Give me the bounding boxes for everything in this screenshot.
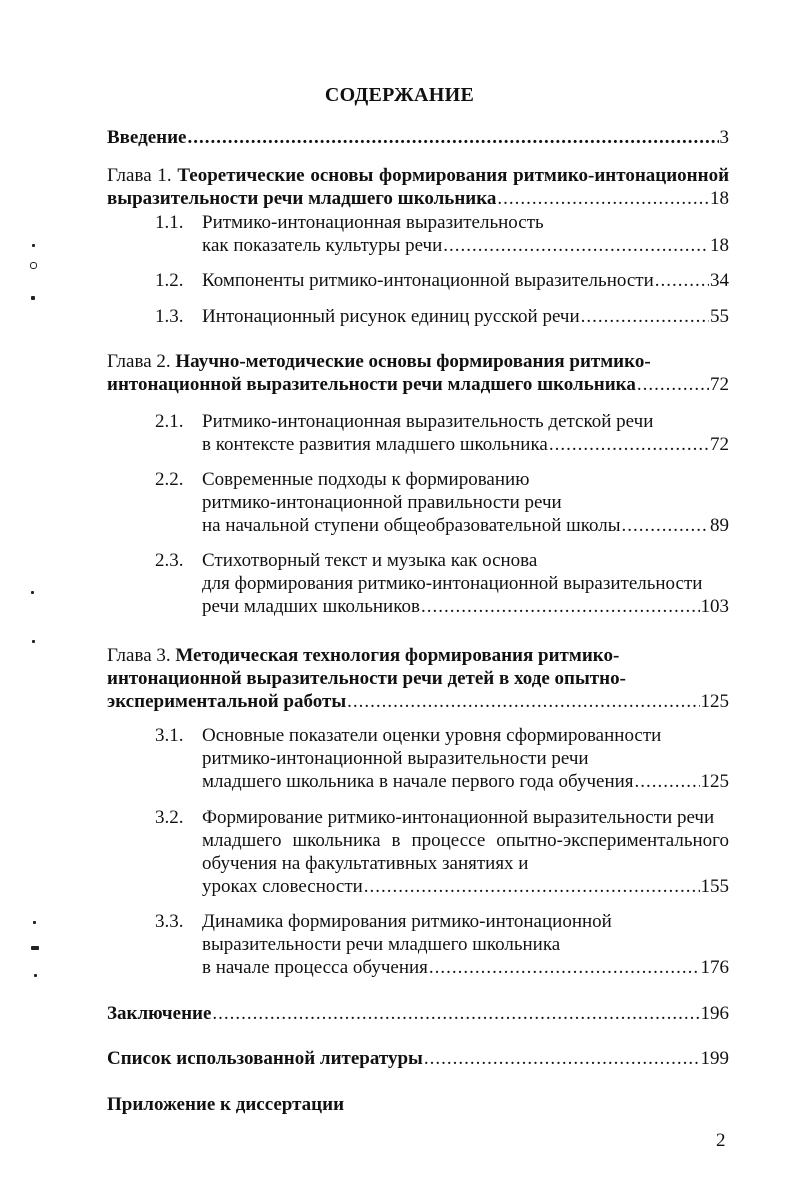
toc-page: 125 bbox=[700, 691, 729, 712]
section-3-3: Динамика формирования ритмико-интонационной bbox=[202, 911, 612, 932]
section-2-2-line2: ритмико-интонационной правильности речи bbox=[202, 492, 562, 513]
toc-page: 125 bbox=[700, 771, 729, 792]
toc-page: 176 bbox=[700, 957, 729, 978]
section-number: 2.3. bbox=[155, 550, 184, 571]
section-2-2-line3 bbox=[202, 514, 729, 537]
toc-page: 34 bbox=[710, 270, 729, 291]
section-3-2-line3: обучения на факультативных занятиях и bbox=[202, 853, 529, 874]
section-number: 3.3. bbox=[155, 911, 184, 932]
section-1-1-line2 bbox=[202, 234, 729, 257]
chapter-2-heading bbox=[107, 350, 729, 373]
section-3-1-line2: ритмико-интонационной выразительности речи bbox=[202, 748, 589, 769]
scan-artifact bbox=[31, 591, 34, 594]
chapter-prefix: Глава 3. bbox=[107, 645, 171, 666]
toc-page: 196 bbox=[700, 1003, 729, 1024]
section-2-3-line2: для формирования ритмико-интонационной выразительности bbox=[202, 573, 703, 594]
scan-artifact bbox=[34, 974, 37, 977]
toc-page: 55 bbox=[710, 306, 729, 327]
section-1-3 bbox=[202, 305, 729, 328]
section-text: речи младших школьников bbox=[202, 596, 420, 617]
chapter-2-heading-line2 bbox=[107, 373, 729, 396]
chapter-3-heading bbox=[107, 644, 729, 667]
section-2-1: Ритмико-интонационная выразительность детской речи bbox=[202, 411, 654, 432]
section-text: на начальной ступени общеобразовательной школы bbox=[202, 515, 621, 536]
chapter-title: экспериментальной работы bbox=[107, 691, 347, 712]
section-text: младшего школьника в начале первого года обучения bbox=[202, 771, 634, 792]
chapter-title: Теоретические основы формирования ритмико-интонационной bbox=[177, 165, 730, 186]
section-3-1-line3 bbox=[202, 770, 729, 793]
section-number: 1.1. bbox=[155, 212, 184, 233]
scan-artifact bbox=[32, 244, 35, 247]
chapter-3-heading-line2: интонационной выразительности речи детей в ходе опытно- bbox=[107, 668, 626, 689]
toc-page: 103 bbox=[700, 596, 729, 617]
section-text: уроках словесности bbox=[202, 876, 363, 897]
section-1-2 bbox=[202, 269, 729, 292]
scan-artifact bbox=[33, 921, 36, 924]
toc-label: Введение bbox=[107, 127, 187, 148]
section-3-3-line2: выразительности речи младшего школьника bbox=[202, 934, 561, 955]
toc-page: 89 bbox=[710, 515, 729, 536]
scan-artifact bbox=[31, 946, 39, 950]
chapter-title: интонационной выразительности речи младшего школьника bbox=[107, 374, 636, 395]
toc-page: 3 bbox=[719, 127, 729, 148]
toc-page: 18 bbox=[710, 235, 729, 256]
page-number: 2 bbox=[716, 1130, 726, 1151]
section-text: Интонационный рисунок единиц русской речи bbox=[202, 306, 580, 327]
scan-artifact bbox=[30, 262, 37, 269]
scan-artifact bbox=[32, 640, 35, 643]
section-1-1: Ритмико-интонационная выразительность bbox=[202, 212, 544, 233]
section-text: Компоненты ритмико-интонационной выразительности bbox=[202, 270, 654, 291]
toc-page: 72 bbox=[710, 434, 729, 455]
section-3-2: Формирование ритмико-интонационной выразительности речи bbox=[202, 807, 715, 828]
toc-entry-conclusion bbox=[107, 1002, 729, 1025]
toc-page: 155 bbox=[700, 876, 729, 897]
scan-artifact bbox=[31, 296, 35, 300]
section-text: в начале процесса обучения bbox=[202, 957, 428, 978]
section-number: 1.3. bbox=[155, 306, 184, 327]
toc-page: 18 bbox=[710, 188, 729, 209]
section-3-2-line4 bbox=[202, 875, 729, 898]
section-2-3-line3 bbox=[202, 595, 729, 618]
section-2-2: Современные подходы к формированию bbox=[202, 469, 530, 490]
toc-entry-bibliography bbox=[107, 1047, 729, 1070]
toc-entry-appendix: Приложение к диссертации bbox=[107, 1094, 345, 1115]
toc-label: Заключение bbox=[107, 1003, 212, 1024]
section-number: 2.2. bbox=[155, 469, 184, 490]
chapter-title: Методическая технология формирования ритмико- bbox=[175, 645, 620, 666]
chapter-title: выразительности речи младшего школьника bbox=[107, 188, 497, 209]
section-3-2-line2: младшего школьника в процессе опытно-экспериментального bbox=[202, 830, 729, 851]
toc-page: 199 bbox=[700, 1048, 729, 1069]
toc-label: Список использованной литературы bbox=[107, 1048, 423, 1069]
section-number: 3.1. bbox=[155, 725, 184, 746]
section-3-1: Основные показатели оценки уровня сформированности bbox=[202, 725, 662, 746]
section-number: 3.2. bbox=[155, 807, 184, 828]
chapter-prefix: Глава 1. bbox=[107, 165, 172, 186]
chapter-3-heading-line3 bbox=[107, 690, 729, 713]
page-title: СОДЕРЖАНИЕ bbox=[324, 84, 475, 106]
chapter-title: Научно-методические основы формирования ритмико- bbox=[175, 351, 651, 372]
toc-entry-intro bbox=[107, 126, 729, 149]
section-3-3-line3 bbox=[202, 956, 729, 979]
section-2-1-line2 bbox=[202, 433, 729, 456]
chapter-prefix: Глава 2. bbox=[107, 351, 171, 372]
chapter-1-heading bbox=[107, 164, 729, 187]
toc-page: 72 bbox=[710, 374, 729, 395]
chapter-1-heading-line2 bbox=[107, 187, 729, 210]
section-text: в контексте развития младшего школьника bbox=[202, 434, 548, 455]
section-2-3: Стихотворный текст и музыка как основа bbox=[202, 550, 538, 571]
section-number: 1.2. bbox=[155, 270, 184, 291]
section-number: 2.1. bbox=[155, 411, 184, 432]
section-text: как показатель культуры речи bbox=[202, 235, 443, 256]
